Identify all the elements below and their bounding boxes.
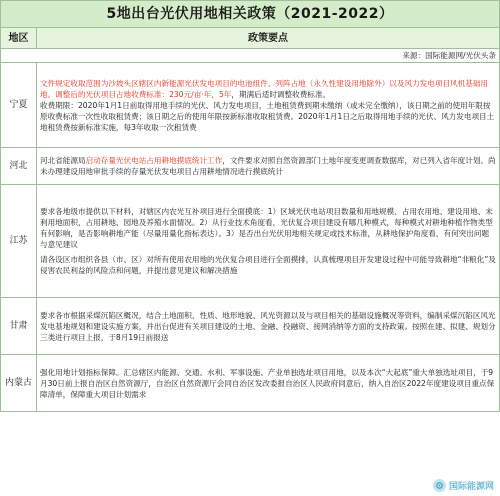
ningxia-red-years: 5年 — [218, 89, 232, 99]
region-jiangsu: 江苏 — [1, 185, 37, 298]
table-title: 5地出台光伏用地相关政策（2021-2022） — [1, 1, 500, 28]
hebei-red-text: 启动存量光伏电站占用耕地摸底统计工作 — [85, 156, 223, 165]
hebei-text-1: 河北省能源局 — [40, 156, 86, 165]
policy-jiangsu — [37, 185, 500, 298]
policy-gansu: 要求各市根据采煤沉陷区概况，结合土地面积、性质、地形地貌、风光资源以及与项目相关的基础设施概况等资料，编制采煤沉陷区风光发电基地规划和建设实施方案，并出台促进有关项目建设的土地、金融、投融资、接网消纳等方面的支持政策。按照在建、拟建、规划分三类进行项目上报，于8月19日前报送 — [37, 298, 500, 355]
header-policy: 政策要点 — [37, 28, 500, 49]
region-ningxia: 宁夏 — [1, 63, 37, 148]
region-hebei: 河北 — [1, 148, 37, 185]
ningxia-red-text: 文件规定收取范围为沙坡头区辖区内新能源光伏发电项目的电池组件、列阵占地（永久性建设用地除外）以及风力发电项目风机基础用地。调整后的光伏项目占地收费标准：230元/亩·年， — [40, 78, 489, 99]
watermark — [433, 479, 494, 492]
source-note: 来源：国际能源网/光伏头条 — [1, 49, 500, 63]
policy-hebei — [37, 148, 500, 185]
jiangsu-para-1: 要求各地级市提供以下材料，对辖区内农光互补项目进行全面摸底：1）区域光伏电站项目数量和用地规模、占用农用地、建设用地、未利用地面积，占用耕地、园地及养殖水面情况。2）从行业技术角度看，光伏复合项目建设有哪几种模式，每种模式对耕地种植作物类型有何影响，是否影响耕地产能（尽量用量化指标表达）。3）是否出台光伏用地相关规定或技术标准，从耕地保护角度看，有何突出问题与意见建议 — [40, 207, 493, 249]
policy-ningxia — [37, 63, 500, 148]
header-region: 地区 — [1, 28, 37, 49]
ningxia-text-1: ，期满后适时调整收费标准。 — [231, 89, 331, 99]
hebei-text-2: ，文件要求对照自然资源部门土地年度变更调查数据库，对已列入省年度计划、尚未办理建设用地审批手续的存量光伏发电项目占用耕地情况进行摸底统计 — [40, 156, 496, 176]
region-gansu: 甘肃 — [1, 298, 37, 355]
region-neimenggu: 内蒙古 — [1, 355, 37, 412]
watermark-text: 国际能源网 — [448, 482, 494, 492]
policy-neimenggu: 强化用地计划指标保障。汇总辖区内能源、交通、水利、军事设施、产业单独选址项目用地，以及本次“大起底”重大单独选址项目，于9月30日前上报自治区自然资源厅，自治区自然资源厅会同自治区发改委报自治区人民政府同意后，纳入自治区2022年度建设项目重点保障清单，保障重大项目计划需求 — [37, 355, 500, 412]
jiangsu-para-2: 请各设区市组织各县（市、区）对所有使用农用地的光伏复合项目进行全面摸排，认真梳理项目开发建设过程中可能导致耕地“非粮化”及侵害农民利益的风险点和问题，并提出意见建议和解决措施 — [40, 255, 496, 275]
ningxia-text-2: 收费期限：2020年1月1日前取得用地手续的光伏、风力发电项目，土地租赁费到期未缴纳（或未完全缴纳），该日期之前的使用年限按原收费标准一次性收取租赁费；该日期之后的使用年限按新标准收取租赁费。2020年1月1日之后取得用地手续的光伏、风力发电项目土地租赁费按新标准实施，每3年收取一次租赁费 — [40, 100, 495, 132]
energy-logo-icon — [433, 479, 446, 492]
